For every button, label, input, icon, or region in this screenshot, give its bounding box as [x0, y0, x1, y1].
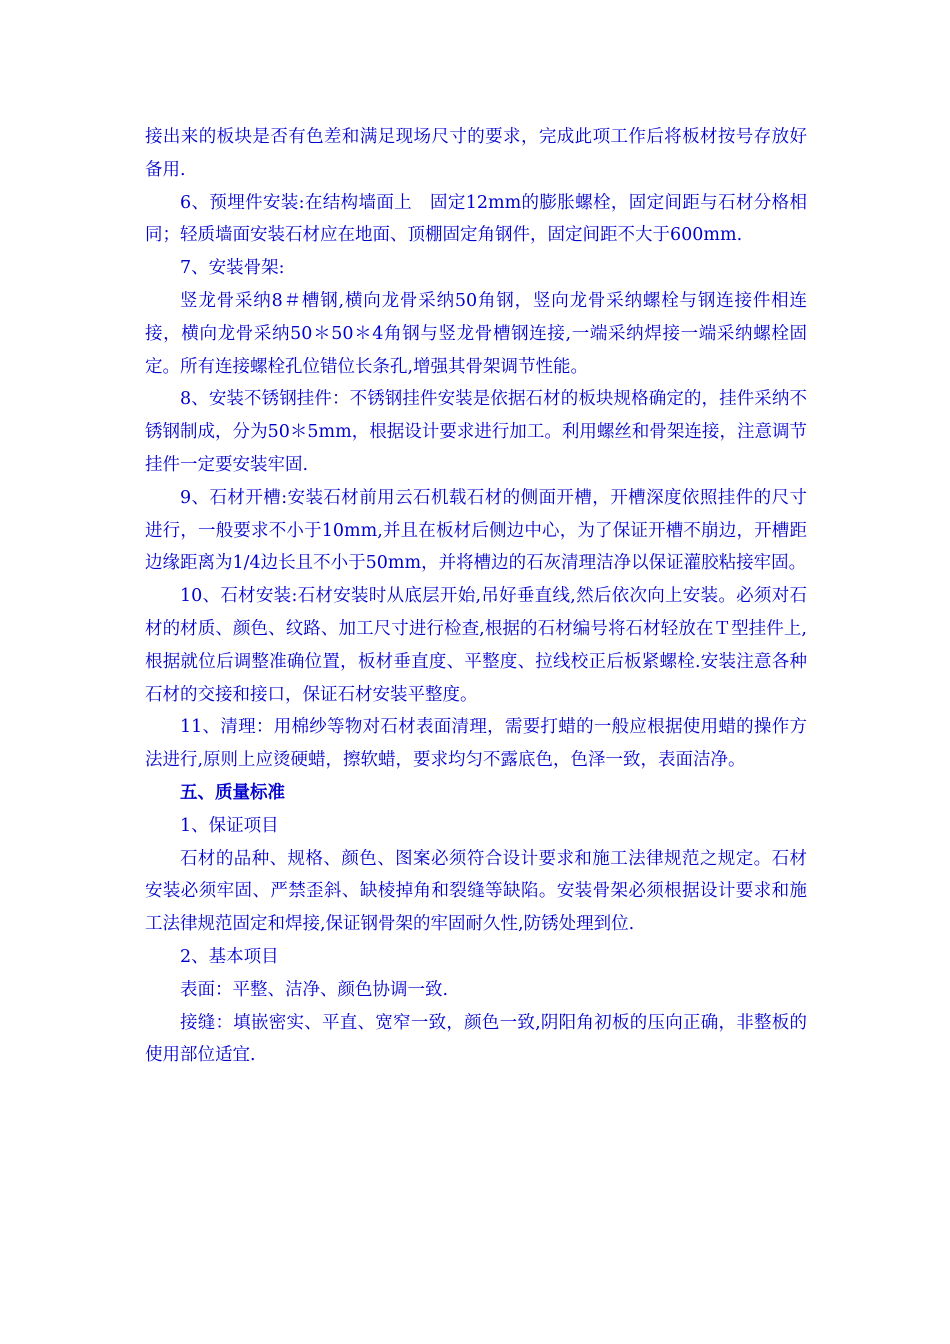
paragraph-step-9: 9、石材开槽:安装石材前用云石机载石材的侧面开槽，开槽深度依照挂件的尺寸进行，一般要求不小于10mm,并且在板材后侧边中心，为了保证开槽不崩边，开槽距边缘距离为1/4边长且不小于50mm，并将槽边的石灰清理洁净以保证灌胶粘接牢固。	[145, 487, 807, 574]
paragraph-continuation: 接出来的板块是否有色差和满足现场尺寸的要求，完成此项工作后将板材按号存放好备用.	[145, 127, 807, 180]
paragraph-step-7-title: 7、安装骨架:	[180, 258, 285, 279]
quality-guarantee-title: 1、保证项目	[180, 815, 279, 836]
paragraph-step-6: 6、预埋件安装:在结构墙面上 固定12mm的膨胀螺栓，固定间距与石材分格相同；轻质墙面安装石材应在地面、顶棚固定角钢件，固定间距不大于600mm.	[145, 192, 807, 246]
quality-guarantee-body: 石材的品种、规格、颜色、图案必须符合设计要求和施工法律规范之规定。石材安装必须牢固、严禁歪斜、缺棱掉角和裂缝等缺陷。安装骨架必须根据设计要求和施工法律规范固定和焊接,保证钢骨架的牢固耐久性,防锈处理到位.	[145, 848, 807, 935]
paragraph-step-7-body: 竖龙骨采纳8＃槽钢,横向龙骨采纳50角钢，竖向龙骨采纳螺栓与钢连接件相连接，横向龙骨采纳50＊50＊4角钢与竖龙骨槽钢连接,一端采纳焊接一端采纳螺栓固定。所有连接螺栓孔位错位长条孔,增强其骨架调节性能。	[145, 290, 807, 377]
document-body	[145, 121, 807, 1072]
paragraph-step-8: 8、安装不锈钢挂件：不锈钢挂件安装是依据石材的板块规格确定的，挂件采纳不锈钢制成，分为50＊5mm，根据设计要求进行加工。利用螺丝和骨架连接，注意调节挂件一定要安装牢固.	[145, 389, 807, 475]
section-heading-quality: 五、质量标准	[180, 782, 285, 803]
paragraph-step-10: 10、石材安装:石材安装时从底层开始,吊好垂直线,然后依次向上安装。必须对石材的材质、颜色、纹路、加工尺寸进行检查,根据的石材编号将石材轻放在Ｔ型挂件上,根据就位后调整准确位置，板材垂直度、平整度、拉线校正后板紧螺栓.安装注意各种石材的交接和接口，保证石材安装平整度。	[145, 586, 807, 705]
paragraph-step-11: 11、清理：用棉纱等物对石材表面清理，需要打蜡的一般应根据使用蜡的操作方法进行,原则上应烫硬蜡，擦软蜡，要求均匀不露底色，色泽一致，表面洁净。	[145, 717, 807, 771]
quality-basic-title: 2、基本项目	[180, 946, 279, 967]
quality-surface: 表面：平整、洁净、颜色协调一致.	[180, 979, 449, 1000]
quality-joints: 接缝：填嵌密实、平直、宽窄一致，颜色一致,阴阳角初板的压向正确，非整板的使用部位适宜.	[145, 1012, 807, 1066]
